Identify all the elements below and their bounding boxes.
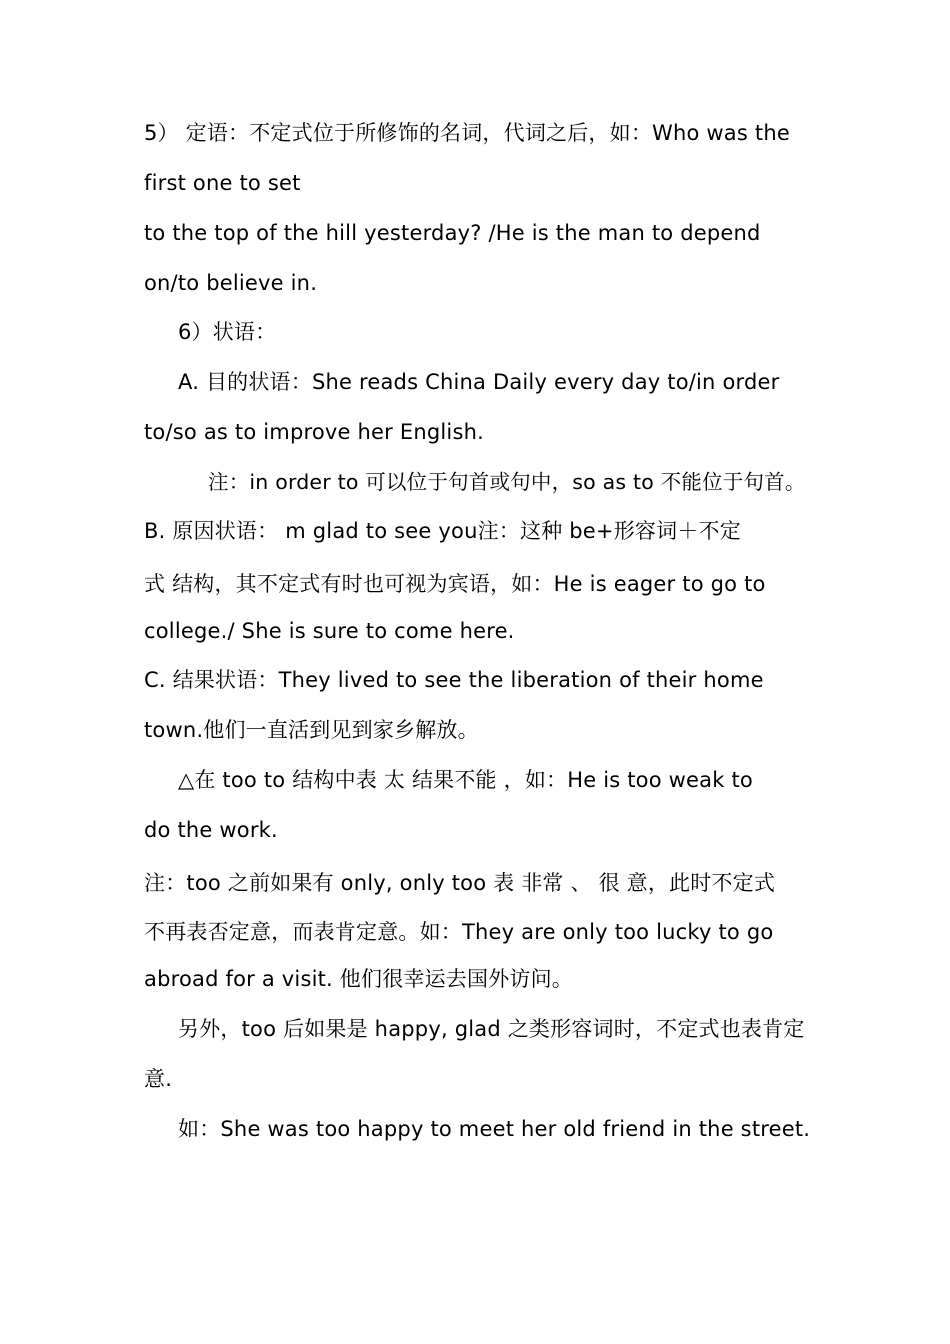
text-line-5-example-b: to the top of the hill yesterday? /He is the man to depend	[144, 221, 761, 245]
text-line-too-happy-note: 另外，too 后如果是 happy, glad 之类形容词时，不定式也表肯定	[178, 1017, 805, 1041]
text-line-result-translation: town.他们一直活到见到家乡解放。	[144, 718, 479, 742]
text-line-purpose-example: to/so as to improve her English.	[144, 420, 484, 444]
text-line-5-example-c: on/to believe in.	[144, 271, 318, 295]
text-line-5-attribute: 5） 定语：不定式位于所修饰的名词，代词之后，如：Who was the	[144, 121, 790, 145]
text-line-too-happy-example: 如：She was too happy to meet her old friend in the street.	[178, 1117, 811, 1141]
text-line-result-adverbial: C. 结果状语：They lived to see the liberation of their home	[144, 668, 764, 692]
text-line-only-too-meaning: 不再表否定意，而表肯定意。如：They are only too lucky to go	[144, 920, 774, 944]
text-line-too-to-example: do the work.	[144, 818, 278, 842]
text-line-6-adverbial-heading: 6）状语：	[178, 320, 277, 344]
text-line-cause-adverbial: B. 原因状语： m glad to see you注：这种 be+形容词＋不定	[144, 519, 741, 543]
text-line-purpose-adverbial: A. 目的状语：She reads China Daily every day to/in order	[178, 370, 780, 394]
text-line-note-in-order-to: 注：in order to 可以位于句首或句中，so as to 不能位于句首。	[208, 470, 806, 494]
text-line-5-example-a: first one to set	[144, 171, 301, 195]
text-line-too-happy-note-end: 意.	[144, 1067, 173, 1091]
text-line-note-only-too: 注：too 之前如果有 only, only too 表 非常 、 很 意，此时不定式	[144, 871, 776, 895]
text-line-cause-example: college./ She is sure to come here.	[144, 619, 515, 643]
text-line-too-to-structure: △在 too to 结构中表 太 结果不能 ，如：He is too weak to	[178, 768, 753, 792]
text-line-only-too-translation: abroad for a visit. 他们很幸运去国外访问。	[144, 967, 574, 991]
text-line-cause-structure: 式 结构，其不定式有时也可视为宾语，如：He is eager to go to	[144, 572, 766, 596]
